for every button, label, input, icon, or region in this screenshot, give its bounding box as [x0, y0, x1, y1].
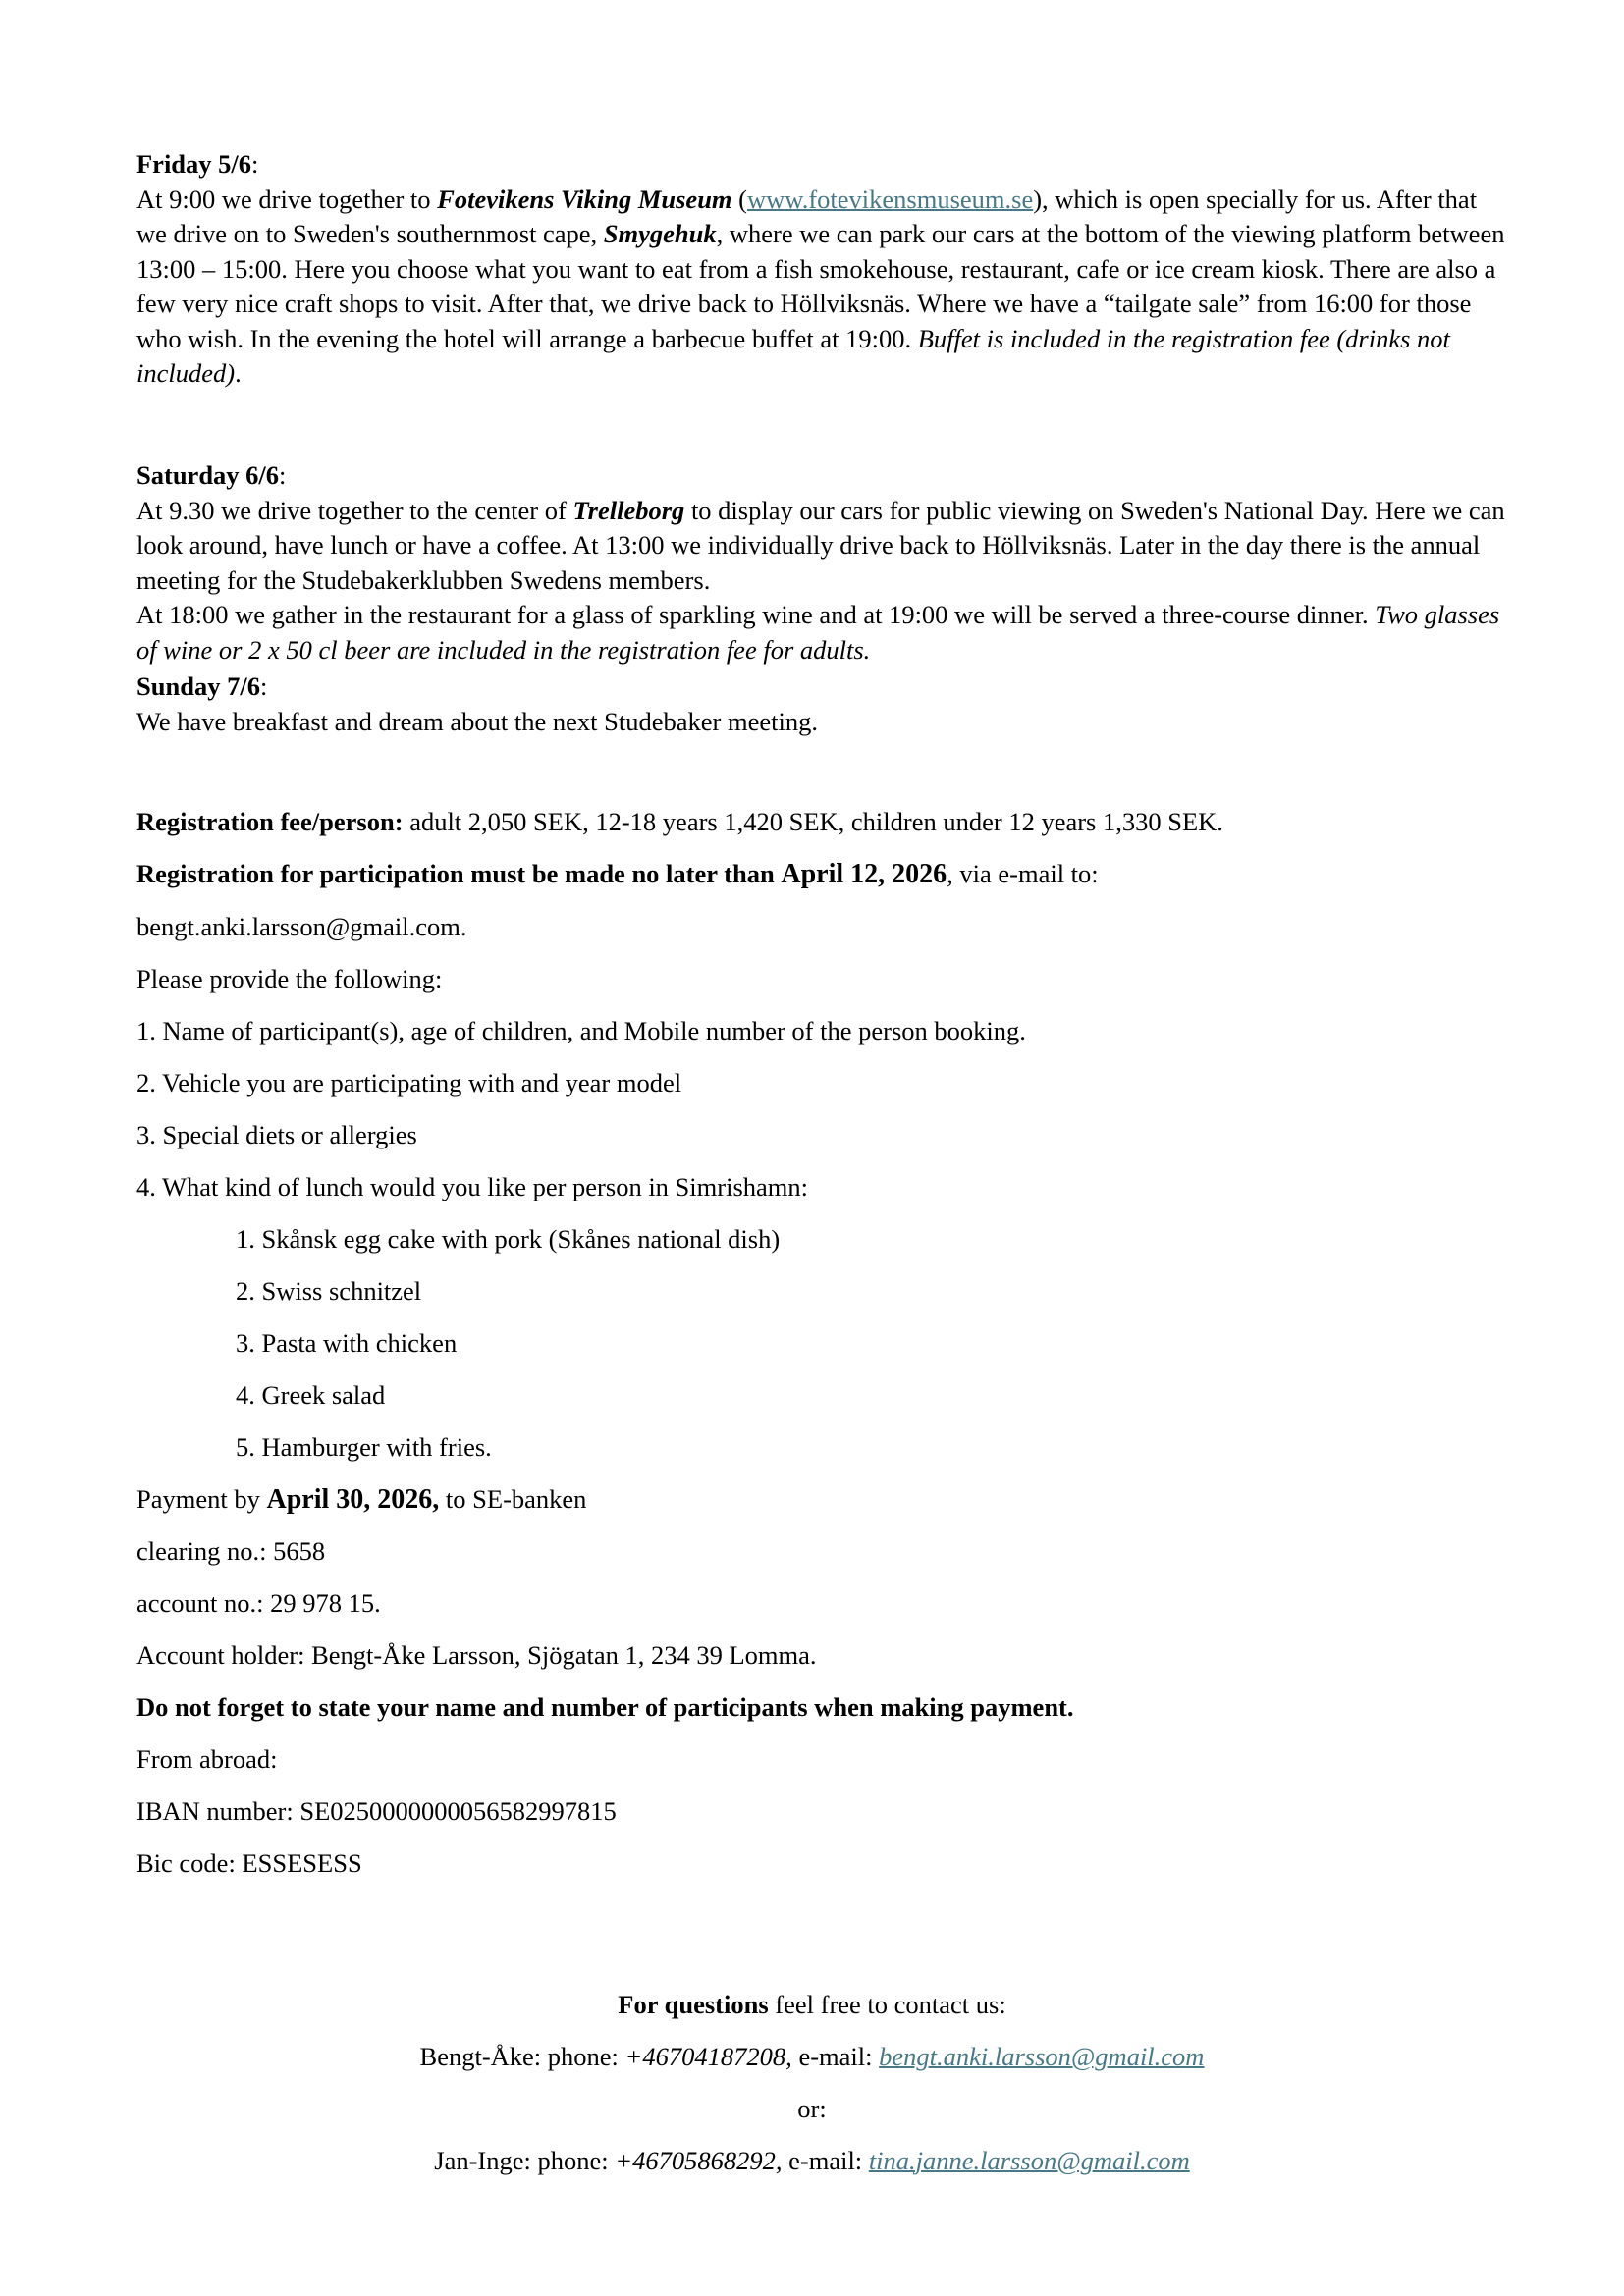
iban-number: IBAN number: SE0250000000056582997815: [136, 1796, 617, 1826]
wine-note: Two glasses of wine or 2 x 50 cl beer are included in the registration fee for adults.: [136, 600, 1500, 665]
saturday-section: [136, 458, 1511, 667]
list-item: 3. Special diets or allergies: [136, 1120, 417, 1149]
registration-email: bengt.anki.larsson@gmail.com.: [136, 912, 467, 941]
lunch-option: 5. Hamburger with fries.: [236, 1432, 492, 1462]
clearing-number: clearing no.: 5658: [136, 1536, 326, 1566]
saturday-text: At 9.30 we drive together to the center of Trelleborg to display our cars for public viewing on Sweden's National Day. Here we can look around, have lunch or have a coffee. At 13:00 we individually drive back to Höllviksnäs. Later in the day there is the annual meeting for the Studebakerklubben Swedens members.: [136, 495, 1505, 595]
from-abroad: From abroad:: [136, 1744, 278, 1774]
phone-bengt-ake: +46704187208,: [624, 2042, 792, 2071]
list-item: 2. Vehicle you are participating with and year model: [136, 1068, 682, 1097]
trelleborg-name: Trelleborg: [572, 495, 685, 525]
registration-fee: Registration fee/person: adult 2,050 SEK, 12-18 years 1,420 SEK, children under 12 years 1,330 SEK.: [136, 807, 1223, 836]
sunday-text: We have breakfast and dream about the next Studebaker meeting.: [136, 706, 818, 736]
lunch-option: 3. Pasta with chicken: [236, 1328, 458, 1358]
lunch-option: 2. Swiss schnitzel: [236, 1276, 422, 1306]
lunch-option: 4. Greek salad: [236, 1380, 386, 1410]
account-holder: Account holder: Bengt-Åke Larsson, Sjögatan 1, 234 39 Lomma.: [136, 1640, 817, 1670]
list-item: 4. What kind of lunch would you like per person in Simrishamn:: [136, 1172, 809, 1201]
bic-code: Bic code: ESSESESS: [136, 1848, 362, 1878]
sunday-heading: Sunday 7/6:: [136, 671, 268, 701]
museum-link[interactable]: www.fotevikensmuseum.se: [747, 184, 1034, 214]
email-link-bengt-ake[interactable]: bengt.anki.larsson@gmail.com: [879, 2042, 1205, 2071]
registration-deadline-date: April 12, 2026: [781, 859, 947, 889]
provide-intro: Please provide the following:: [136, 964, 443, 993]
saturday-heading: Saturday 6/6:: [136, 460, 287, 490]
registration-deadline: Registration for participation must be made no later than April 12, 2026, via e-mail to:: [136, 859, 1099, 889]
phone-jan-inge: +46705868292,: [615, 2146, 783, 2175]
contact-intro: For questions feel free to contact us:: [618, 1990, 1006, 2019]
contact-bengt-ake: Bengt-Åke: phone: +46704187208, e-mail: bengt.anki.larsson@gmail.com: [419, 2042, 1205, 2071]
museum-name: Fotevikens Viking Museum: [437, 184, 732, 214]
list-item: 1. Name of participant(s), age of children, and Mobile number of the person booking.: [136, 1016, 1026, 1045]
cape-name: Smygehuk: [603, 219, 717, 248]
buffet-note: Buffet is included in the registration fee (drinks not included): [136, 323, 1450, 388]
contact-or: or:: [797, 2094, 827, 2123]
payment-reminder: Do not forget to state your name and number of participants when making payment.: [136, 1692, 1074, 1722]
payment-date: April 30, 2026,: [266, 1484, 440, 1515]
saturday-dinner-text: At 18:00 we gather in the restaurant for a glass of sparkling wine and at 19:00 we will be served a three-course dinner. Two glasses of wine or 2 x 50 cl beer are included in the registration fee for adults.: [136, 600, 1500, 665]
friday-text: At 9:00 we drive together to Fotevikens Viking Museum (www.fotevikensmuseum.se), which is open specially for us. After that we drive on to Sweden's southernmost cape, Smygehuk, where we can park our cars at the bottom of the viewing platform between 13:00 – 15:00. Here you choose what you want to eat from a fish smokehouse, restaurant, cafe or ice cream kiosk. There are also a few very nice craft shops to visit. After that, we drive back to Höllviksnäs. Where we have a “tailgate sale” from 16:00 for those who wish. In the evening the hotel will arrange a barbecue buffet at 19:00. Buffet is included in the registration fee (drinks not included).: [136, 184, 1505, 388]
contact-jan-inge: Jan-Inge: phone: +46705868292, e-mail: tina.janne.larsson@gmail.com: [434, 2146, 1190, 2175]
friday-heading: Friday 5/6:: [136, 149, 259, 179]
account-number: account no.: 29 978 15.: [136, 1588, 381, 1618]
sunday-section: [136, 669, 1511, 739]
email-link-jan-inge[interactable]: tina.janne.larsson@gmail.com: [868, 2146, 1190, 2175]
payment-deadline: Payment by April 30, 2026, to SE-banken: [136, 1484, 587, 1515]
lunch-option: 1. Skånsk egg cake with pork (Skånes national dish): [236, 1224, 781, 1254]
friday-section: [136, 147, 1511, 392]
